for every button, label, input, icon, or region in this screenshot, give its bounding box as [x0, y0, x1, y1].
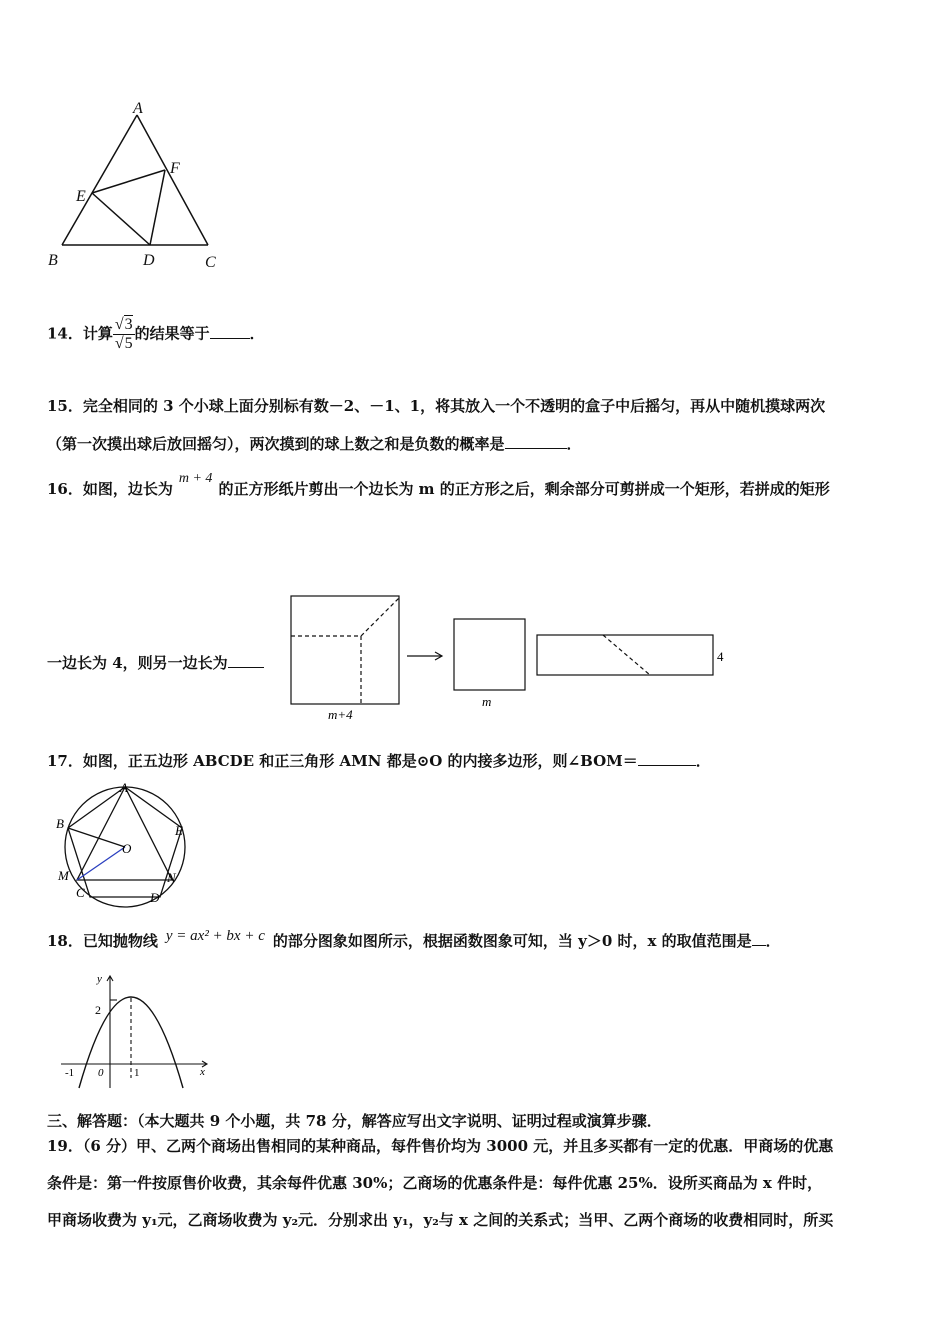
- label-m-plus-4: m+4: [328, 707, 353, 722]
- label-A: A: [120, 780, 128, 795]
- question-15-line2: （第一次摸出球后放回摇匀），两次摸到的球上数之和是负数的概率是 ．: [47, 435, 582, 453]
- question-15-line1: 15．完全相同的 3 个小球上面分别标有数－2、－1、1，将其放入一个不透明的盒子中后摇匀，再从中随机摸球两次: [47, 397, 826, 415]
- question-19-line2: 条件是：第一件按原售价收费，其余每件优惠 30%；乙商场的优惠条件是：每件优惠 25%．设所买商品为 x 件时，: [47, 1174, 823, 1192]
- section-3-heading: 三、解答题：（本大题共 9 个小题，共 78 分，解答应写出文字说明、证明过程或演算步骤．: [47, 1112, 662, 1130]
- label-1: 1: [134, 1067, 140, 1079]
- label-N: N: [167, 870, 176, 885]
- label-4: 4: [717, 649, 724, 664]
- question-14: 14．计算 $\frac{√3}{√5}$ 的结果等于 ．: [47, 316, 265, 352]
- triangle-figure: [40, 95, 240, 275]
- label-A: A: [133, 100, 143, 117]
- label-M: M: [58, 868, 69, 883]
- answer-blank: [228, 653, 264, 668]
- answer-blank: [505, 434, 567, 449]
- label-D: D: [143, 252, 155, 269]
- question-19-line1: 19．（6 分）甲、乙两个商场出售相同的某种商品，每件售价均为 3000 元，并且多买都有一定的优惠．甲商场的优惠: [47, 1137, 834, 1155]
- label-m: m: [482, 694, 492, 709]
- question-18: 18．已知抛物线 y = ax² + bx + c 的部分图象如图所示，根据函数图象可知，当 y＞0 时，x 的取值范围是 ．: [47, 928, 781, 950]
- expr-m-plus-4: m + 4: [178, 471, 213, 486]
- label-x: x: [200, 1066, 205, 1078]
- question-17: 17．如图，正五边形 ABCDE 和正三角形 AMN 都是⊙O 的内接多边形，则∠BOM＝ ．: [47, 752, 711, 770]
- label-y: y: [97, 973, 102, 985]
- paper-cut-figure: [285, 590, 745, 725]
- parabola-equation: y = ax² + bx + c: [165, 928, 265, 944]
- label-E: E: [175, 823, 183, 838]
- pentagon-circle-figure: [50, 780, 200, 910]
- label-C: C: [76, 885, 85, 900]
- label-O: O: [122, 841, 132, 856]
- label-B: B: [48, 252, 58, 269]
- fraction: $\frac{√3}{√5}$: [114, 316, 133, 352]
- answer-blank: [638, 751, 696, 766]
- answer-blank: [210, 324, 250, 339]
- question-16-line2: 一边长为 4，则另一边长为: [47, 653, 264, 673]
- label-F: F: [170, 160, 180, 177]
- label-C: C: [205, 254, 216, 271]
- label-E: E: [76, 188, 86, 205]
- label-0: 0: [98, 1067, 104, 1079]
- label-B: B: [56, 816, 64, 831]
- answer-blank: [752, 931, 766, 946]
- parabola-graph: [55, 970, 220, 1090]
- question-16-line1: 16．如图，边长为m + 4的正方形纸片剪出一个边长为 m 的正方形之后，剩余部分可剪拼成一个矩形，若拼成的矩形: [47, 471, 830, 498]
- question-19-line3: 甲商场收费为 y₁元，乙商场收费为 y₂元．分别求出 y₁，y₂与 x 之间的关系式；当甲、乙两个商场的收费相同时，所买: [47, 1211, 834, 1229]
- label-D: D: [150, 890, 160, 905]
- label-2: 2: [95, 1003, 101, 1017]
- label-neg1: -1: [65, 1067, 75, 1079]
